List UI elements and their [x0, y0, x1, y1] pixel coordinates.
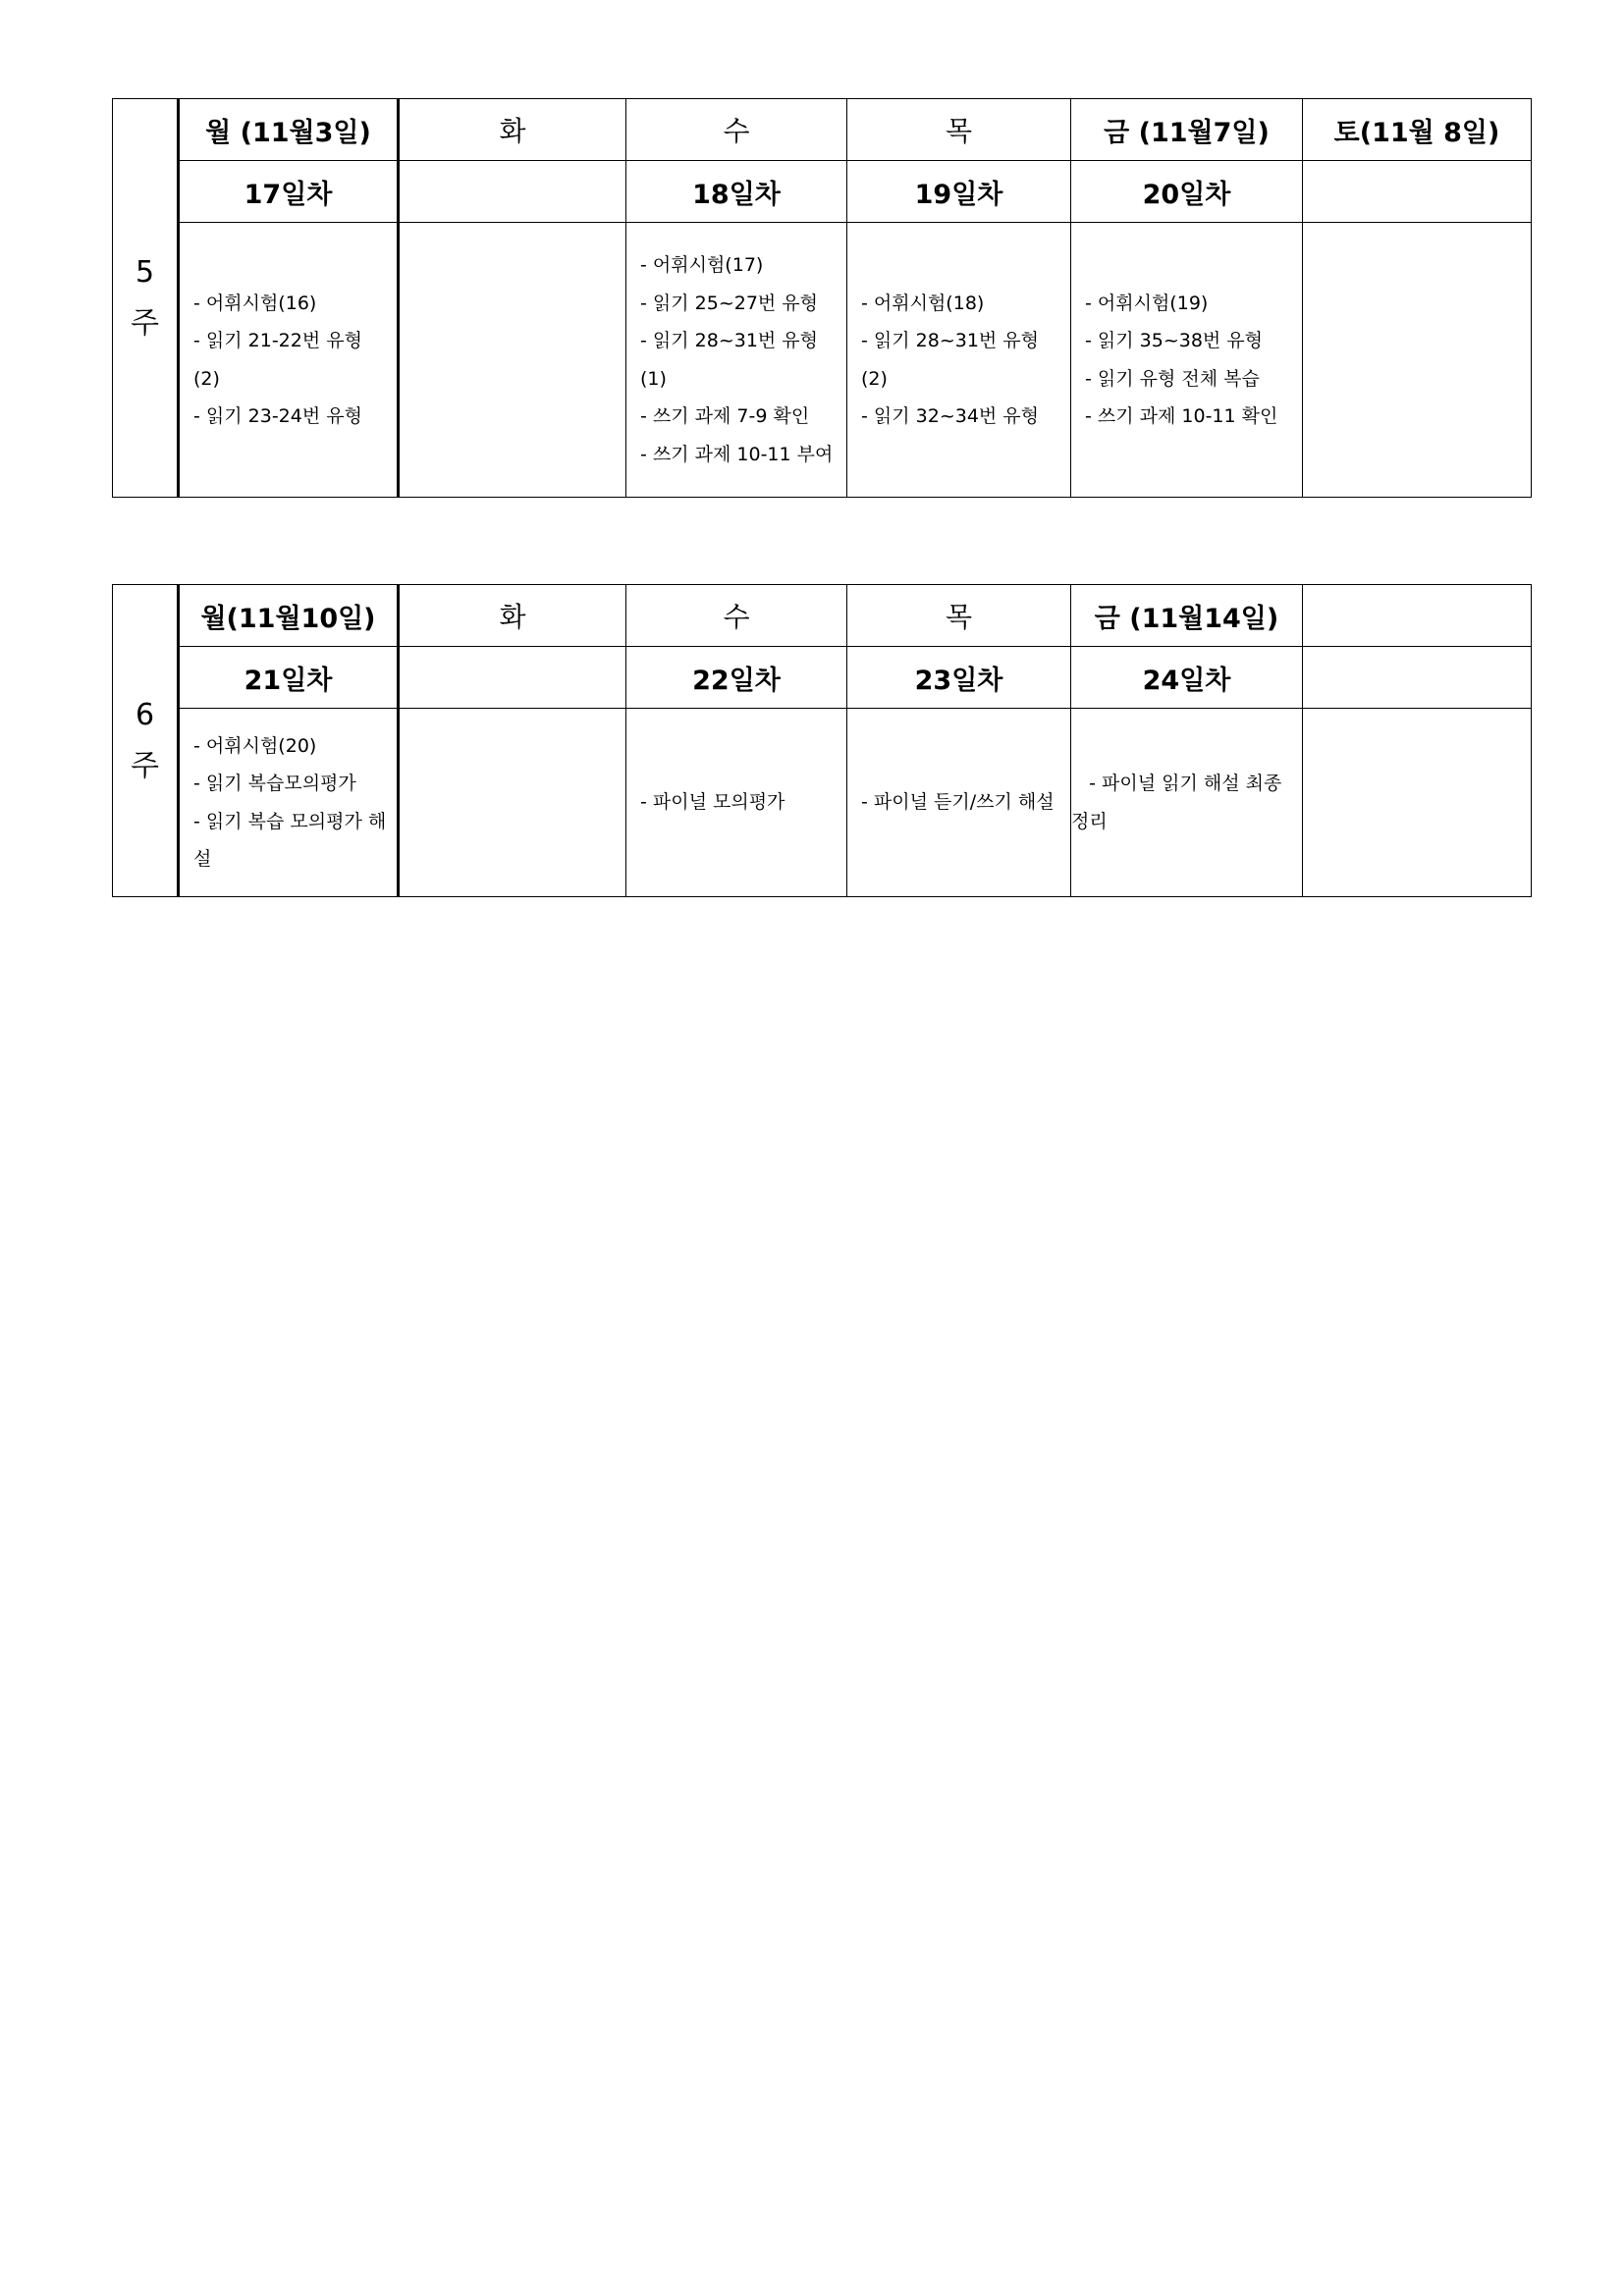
week-label: [113, 585, 179, 897]
content-tue: [399, 223, 626, 498]
day-tue: [399, 161, 626, 223]
header-sat: [1303, 585, 1532, 647]
content-mon: [179, 709, 399, 897]
content-line: - 쓰기 과제 10-11 확인: [1085, 405, 1278, 427]
header-sat: 토(11월 8일): [1303, 99, 1532, 161]
content-line: - 어휘시험(20): [193, 734, 317, 757]
header-thu: 목: [847, 585, 1071, 647]
week-number: 6: [135, 697, 155, 732]
header-fri: 금 (11월14일): [1071, 585, 1303, 647]
content-line: - 파이널 읽기 해설 최종 정리: [1071, 773, 1288, 832]
header-tue: 화: [399, 585, 626, 647]
week-unit: 주: [131, 305, 159, 341]
header-mon: 월 (11월3일): [179, 99, 399, 161]
header-thu: 목: [847, 99, 1071, 161]
day-mon: 17일차: [179, 161, 399, 223]
content-fri: [1071, 709, 1303, 897]
week-number: 5: [135, 254, 155, 290]
content-wed: [626, 709, 847, 897]
content-line: - 읽기 25~27번 유형: [640, 292, 819, 314]
day-wed: 18일차: [626, 161, 847, 223]
day-tue: [399, 647, 626, 709]
content-line: - 읽기 21-22번 유형 (2): [193, 330, 362, 390]
content-thu: [847, 709, 1071, 897]
content-line: - 읽기 28~31번 유형 (1): [640, 330, 819, 390]
content-line: - 읽기 복습 모의평가 해설: [193, 810, 387, 870]
day-thu: 19일차: [847, 161, 1071, 223]
header-tue: 화: [399, 99, 626, 161]
content-line: - 읽기 유형 전체 복습: [1085, 367, 1260, 390]
week-unit: 주: [131, 748, 159, 783]
day-fri: 20일차: [1071, 161, 1303, 223]
day-thu: 23일차: [847, 647, 1071, 709]
content-wed: [626, 223, 847, 498]
header-fri: 금 (11월7일): [1071, 99, 1303, 161]
content-line: - 읽기 23-24번 유형: [193, 405, 362, 427]
content-sat: [1303, 709, 1532, 897]
day-fri: 24일차: [1071, 647, 1303, 709]
day-sat: [1303, 161, 1532, 223]
content-line: - 어휘시험(18): [861, 292, 985, 314]
content-line: - 쓰기 과제 10-11 부여: [640, 443, 834, 465]
week-label: [113, 99, 179, 498]
content-line: - 어휘시험(17): [640, 254, 764, 276]
content-line: - 읽기 32~34번 유형: [861, 405, 1040, 427]
content-tue: [399, 709, 626, 897]
content-thu: [847, 223, 1071, 498]
week-5-table: [112, 98, 1532, 498]
content-mon: [179, 223, 399, 498]
header-wed: 수: [626, 585, 847, 647]
header-wed: 수: [626, 99, 847, 161]
day-wed: 22일차: [626, 647, 847, 709]
day-mon: 21일차: [179, 647, 399, 709]
content-line: - 어휘시험(19): [1085, 292, 1209, 314]
content-line: - 쓰기 과제 7-9 확인: [640, 405, 810, 427]
content-line: - 파이널 모의평가: [640, 791, 785, 814]
week-6-table: [112, 584, 1532, 897]
content-line: - 파이널 듣기/쓰기 해설: [861, 791, 1055, 814]
content-line: - 읽기 28~31번 유형 (2): [861, 330, 1040, 390]
header-mon: 월(11월10일): [179, 585, 399, 647]
content-sat: [1303, 223, 1532, 498]
content-line: - 읽기 복습모의평가: [193, 773, 356, 794]
content-line: - 어휘시험(16): [193, 292, 317, 314]
content-fri: [1071, 223, 1303, 498]
content-line: - 읽기 35~38번 유형: [1085, 330, 1264, 351]
day-sat: [1303, 647, 1532, 709]
